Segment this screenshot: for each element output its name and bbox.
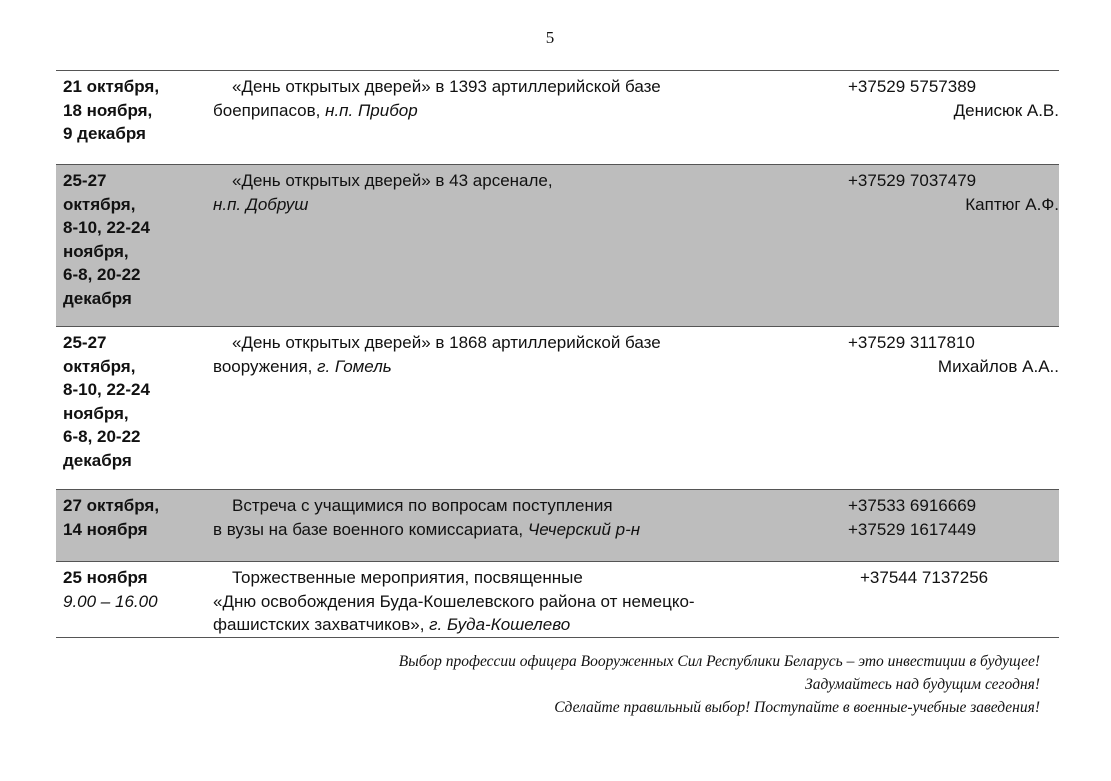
- event-dates: [63, 494, 203, 541]
- event-description: [213, 169, 833, 216]
- contact-phone: +37544 7137256: [860, 568, 989, 587]
- event-place: г. Буда-Кошелево: [429, 615, 571, 634]
- date-line: ноября,: [63, 241, 129, 261]
- event-description: [213, 494, 833, 541]
- event-location-line: [213, 613, 833, 637]
- event-dates: [63, 169, 203, 310]
- event-text: фашистских захватчиков»,: [213, 615, 430, 634]
- event-title: Торжественные мероприятия, посвященные: [232, 568, 583, 587]
- event-location-line: [213, 193, 833, 217]
- date-line: октября,: [63, 194, 136, 214]
- date-line: 6-8, 20-22: [63, 265, 141, 284]
- contact-phone: +37529 3117810: [848, 333, 975, 352]
- footer-line: Выбор профессии офицера Вооруженных Сил Республики Беларусь – это инвестиции в будущее!: [398, 653, 1040, 670]
- contact-person: Денисюк А.В.: [953, 100, 1059, 120]
- contact-person: Михайлов А.А..: [937, 356, 1059, 376]
- event-title: «День открытых дверей» в 43 арсенале,: [232, 171, 553, 190]
- event-location-line: [213, 518, 833, 542]
- event-place: г. Гомель: [317, 356, 392, 376]
- contact-phone: +37533 6916669: [848, 496, 977, 515]
- date-line: 27 октября,: [63, 496, 160, 515]
- event-time: 9.00 – 16.00: [63, 591, 158, 611]
- event-title: «День открытых дверей» в 1868 артиллерийской базе: [232, 333, 661, 352]
- contact-phone: +37529 1617449: [848, 519, 977, 539]
- table-row: [56, 327, 1059, 490]
- event-description: [213, 566, 833, 637]
- date-line: 8-10, 22-24: [63, 380, 150, 399]
- event-place: Чечерский р-н: [527, 519, 641, 539]
- event-location-line: [213, 99, 833, 123]
- date-line: 25-27: [63, 333, 107, 352]
- table-row: [56, 165, 1059, 327]
- events-table: [56, 70, 1059, 638]
- date-line: декабря: [63, 450, 132, 470]
- event-text: «Дню освобождения Буда-Кошелевского района от немецко-: [213, 591, 695, 611]
- event-dates: [63, 331, 203, 472]
- event-contact: [848, 566, 1059, 590]
- event-location-line: [213, 355, 833, 379]
- event-description: [213, 331, 833, 378]
- event-description: [213, 75, 833, 122]
- date-line: ноября,: [63, 403, 129, 423]
- event-text: в вузы на базе военного комиссариата,: [213, 519, 528, 539]
- date-line: 9 декабря: [63, 124, 146, 143]
- event-text: боеприпасов,: [213, 100, 326, 120]
- contact-phone: +37529 5757389: [848, 77, 977, 96]
- footer-line: Сделайте правильный выбор! Поступайте в военные-учебные заведения!: [554, 699, 1040, 716]
- event-place: н.п. Прибор: [325, 100, 418, 120]
- event-contact: [848, 75, 1059, 122]
- date-line: 21 октября,: [63, 77, 160, 96]
- table-row: [56, 490, 1059, 562]
- contact-person: Каптюг А.Ф.: [965, 194, 1059, 214]
- event-title: Встреча с учащимися по вопросам поступления: [232, 496, 613, 515]
- event-contact: [848, 494, 1059, 541]
- date-line: 18 ноября,: [63, 100, 153, 120]
- event-contact: [848, 331, 1059, 378]
- date-line: 8-10, 22-24: [63, 218, 150, 237]
- date-line: 14 ноября: [63, 519, 148, 539]
- table-row: [56, 71, 1059, 165]
- date-line: октября,: [63, 356, 136, 376]
- event-text: вооружения,: [213, 356, 318, 376]
- event-contact: [848, 169, 1059, 216]
- date-line: 25 ноября: [63, 568, 148, 587]
- contact-phone: +37529 7037479: [848, 171, 977, 190]
- footer-line: Задумайтесь над будущим сегодня!: [805, 676, 1040, 693]
- date-line: 6-8, 20-22: [63, 427, 141, 446]
- footer-slogan: [150, 650, 1040, 719]
- event-dates: [63, 75, 203, 146]
- event-place: н.п. Добруш: [213, 194, 309, 214]
- event-dates: [63, 566, 203, 613]
- table-row: [56, 562, 1059, 638]
- event-title: «День открытых дверей» в 1393 артиллерийской базе: [232, 77, 661, 96]
- date-line: 25-27: [63, 171, 107, 190]
- page-number: 5: [545, 28, 555, 47]
- date-line: декабря: [63, 288, 132, 308]
